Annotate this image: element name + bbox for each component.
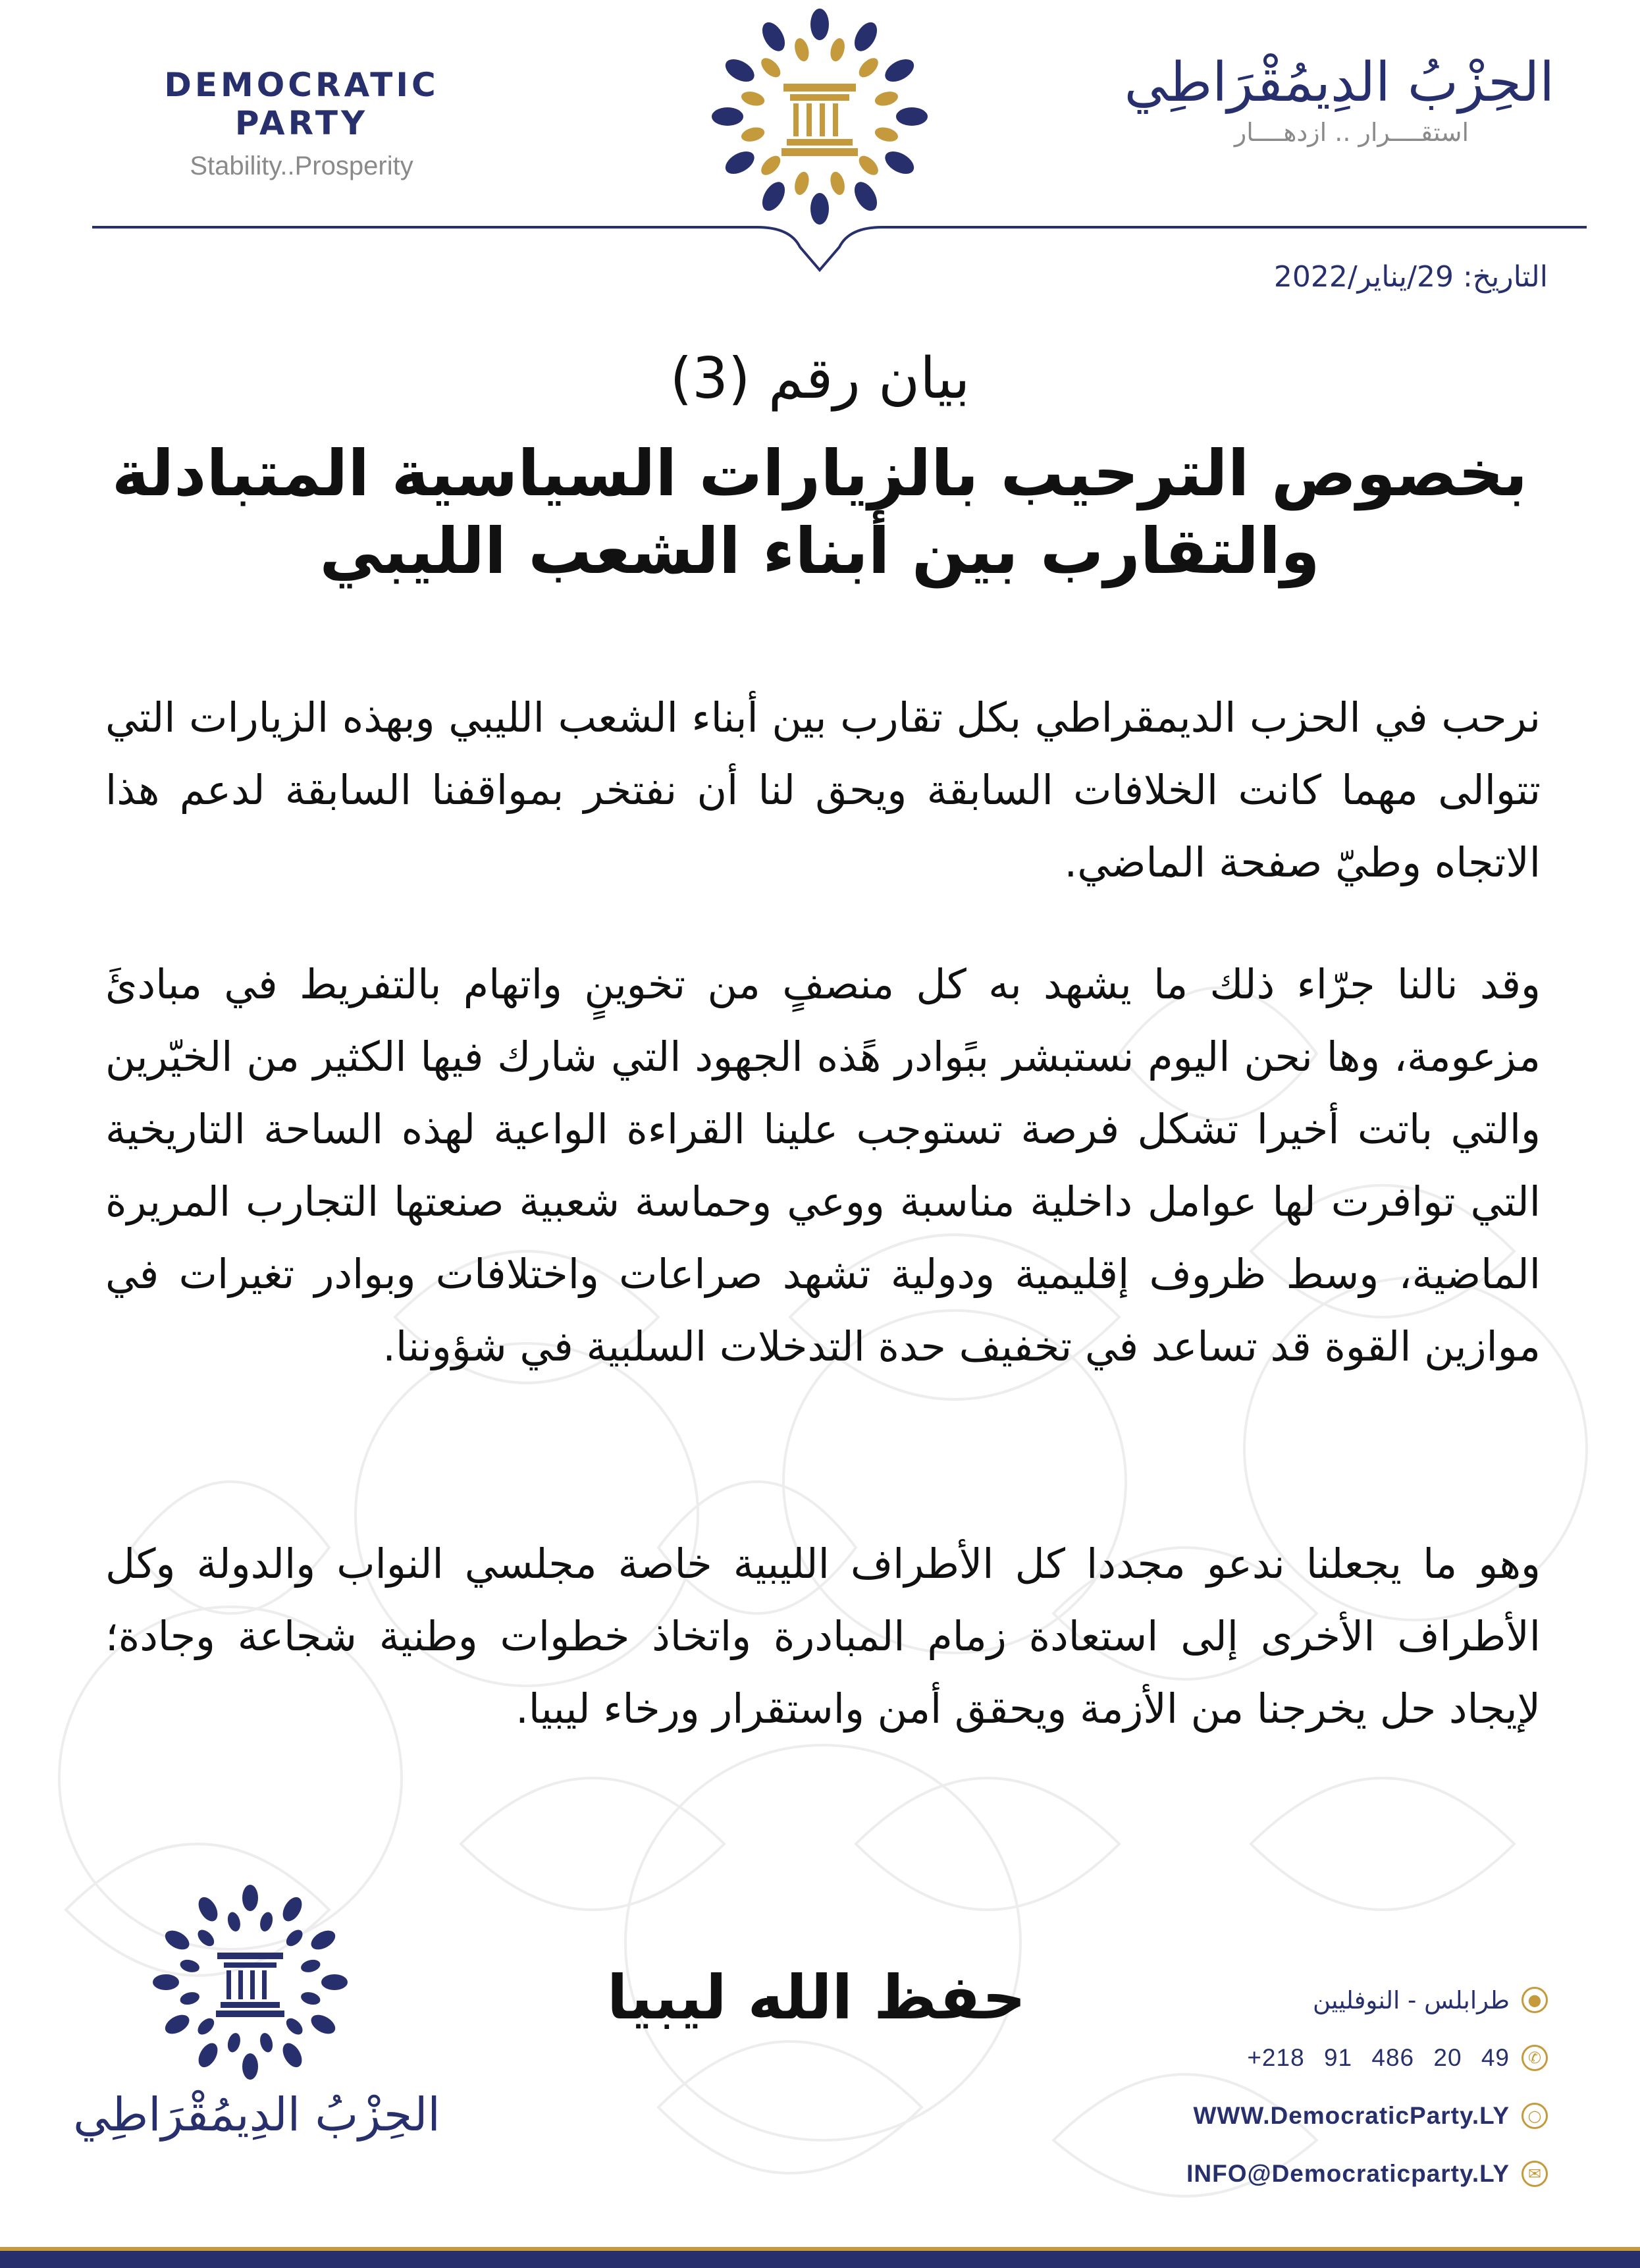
header-arabic-block bbox=[1094, 51, 1554, 147]
tagline-arabic: استقــــرار .. ازدهــــار bbox=[1234, 118, 1469, 147]
contact-website[interactable]: WWW.DemocraticParty.LY bbox=[1193, 2102, 1510, 2129]
title-line-2: والتقارب بين أبناء الشعب الليبي bbox=[319, 514, 1320, 588]
tagline-english: Stability..Prosperity bbox=[190, 151, 413, 180]
party-name-english: DEMOCRATIC PARTY bbox=[164, 66, 439, 142]
party-emblem-icon bbox=[151, 1883, 349, 2081]
statement-date: التاريخ: 29/يناير/2022 bbox=[1273, 260, 1548, 294]
contact-block bbox=[1087, 1979, 1548, 2211]
contact-email-row bbox=[1087, 2153, 1548, 2195]
party-emblem-icon bbox=[708, 8, 932, 225]
location-pin-icon: ● bbox=[1521, 1987, 1548, 2013]
mail-icon: ✉ bbox=[1521, 2161, 1548, 2187]
phone-icon: ✆ bbox=[1521, 2045, 1548, 2071]
contact-phone-row bbox=[1087, 2037, 1548, 2079]
header-english-block bbox=[91, 66, 512, 181]
contact-phone[interactable]: +218 91 486 20 49 bbox=[1247, 2044, 1510, 2071]
closing-phrase: حفظ الله ليبيا bbox=[606, 1962, 1026, 2033]
contact-email[interactable]: INFO@Democraticparty.LY bbox=[1186, 2160, 1510, 2187]
contact-website-row bbox=[1087, 2095, 1548, 2137]
contact-address: طرابلس - النوفليين bbox=[1313, 1985, 1510, 2014]
paragraph-2: وقد نالنا جرّاء ذلك ما يشهد به كل منصفٍ من تخوينٍ واتهام بالتفريط في مبادئَ مزعومة، وها نحن اليوم نستبشر ببًوادر هًذه الجهود التي شارك فيها الكثير من الخيّرين والتي باتت أخيرا تشكل فرصة تستوجب علينا القراءة الواعية لهذه الساحة التاريخية التي توافرت لها عوامل داخلية مناسبة ووعي وحماسة شعبية صنعتها التجارب المريرة الماضية، وسط ظروف إقليمية ودولية تشهد صراعات واختلافات وبوادر تغيرات في موازين القوة قد تساعد في تخفيف حدة التدخلات السلبية في شؤوننا. bbox=[105, 960, 1541, 1370]
paragraph-3: وهو ما يجعلنا ندعو مجددا كل الأطراف الليبية خاصة مجلسي النواب والدولة وكل الأطراف الأخرى إلى استعادة زمام المبادرة واتخاذ خطوات وطنية شجاعة وجادة؛ لإيجاد حل يخرجنا من الأزمة ويحقق أمن واستقرار ورخاء ليبيا. bbox=[105, 1540, 1541, 1733]
paragraph-1: نرحب في الحزب الديمقراطي بكل تقارب بين أبناء الشعب الليبي وبهذه الزيارات التي تتوالى مهما كانت الخلافات السابقة ويحق لنا أن نفتخر بمواقفنا السابقة لدعم هذا الاتجاه وطيّ صفحة الماضي. bbox=[105, 693, 1541, 886]
footer-party-name: الحِزْبُ الدِيمُقْرَاطِي bbox=[73, 2088, 440, 2142]
statement-number: بيان رقم (3) bbox=[670, 346, 970, 412]
globe-icon: ○ bbox=[1521, 2103, 1548, 2129]
title-line-1: بخصوص الترحيب بالزيارات السياسية المتبادلة bbox=[111, 437, 1528, 510]
party-name-arabic: الحِزْبُ الدِيمُقْرَاطِي bbox=[1124, 51, 1554, 114]
statement-title bbox=[92, 435, 1547, 590]
contact-address-row bbox=[1087, 1979, 1548, 2021]
footer-navy-bar bbox=[0, 2251, 1640, 2268]
